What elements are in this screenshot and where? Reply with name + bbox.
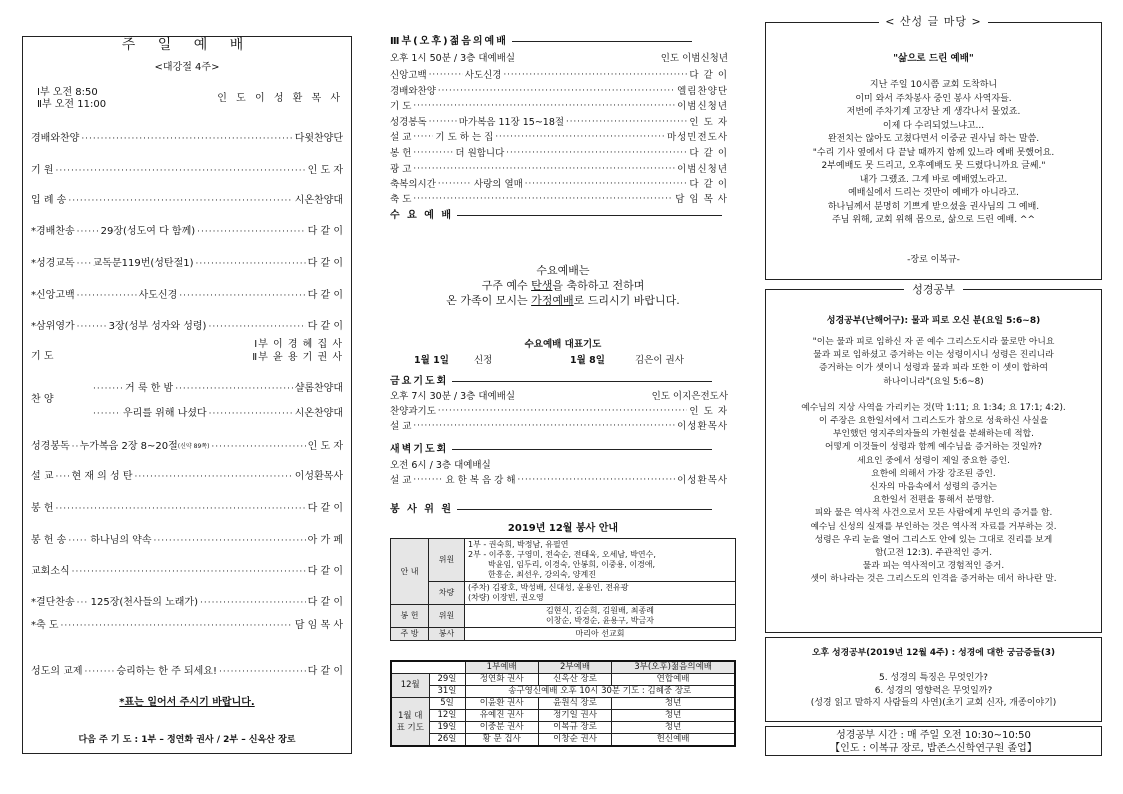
fellowship-row: 성도의 교제 ····· 승리하는 한 주 되세요! ····· 다 같 이 bbox=[31, 665, 343, 679]
friday-heading: 금요기도회 bbox=[390, 376, 712, 388]
service-time-1: Ⅰ부 오전 8:50 bbox=[37, 87, 98, 98]
table-row: 19일 이중분 권사 이복규 장로 청년 bbox=[391, 722, 735, 734]
youth-service-time: 오후 1시 50분 / 3층 대예배실 bbox=[390, 53, 516, 64]
prayer-name: 신정 bbox=[474, 355, 493, 366]
praise-row: 찬 양 bbox=[31, 394, 54, 405]
praise-2-row: ····· 우리를 위해 나셨다 ····· 시온찬양대 bbox=[91, 407, 343, 421]
friday-order-row: 설 교 ····· 이성환목사 bbox=[390, 420, 728, 433]
poem-author: -장로 이복규- bbox=[907, 255, 960, 265]
dawn-heading: 새벽기도회 bbox=[390, 444, 712, 456]
youth-order-row: 경배와찬양 ····· 엘림찬양단 bbox=[390, 85, 728, 98]
table-row: 12월 29일 정연화 권사 신옥산 장로 연합예배 bbox=[391, 674, 735, 686]
poem-heading: "삶으로 드린 예배" bbox=[893, 53, 974, 64]
volunteer-heading: 봉 사 위 원 bbox=[390, 504, 712, 516]
sunday-worship-panel bbox=[22, 36, 352, 754]
friday-time: 오후 7시 30분 / 3층 대예배실 bbox=[390, 391, 516, 402]
afternoon-study-body: 5. 성경의 특징은 무엇인가? 6. 성경의 영향력은 무엇일까? (성경 읽고 말하지 사람들의 사연)(초기 교회 신자, 개종이야기) bbox=[810, 673, 1057, 708]
friday-order-row: 찬양과기도 ····· 인 도 자 bbox=[390, 405, 728, 418]
order-row: 봉 헌 송 ····· 하나님의 약속 ····· 아 가 페 bbox=[31, 534, 343, 548]
order-row: *신앙고백 ····· 사도신경 ····· 다 같 이 bbox=[31, 289, 343, 303]
volunteer-table bbox=[390, 538, 736, 641]
order-row: 교회소식 ····· 다 같 이 bbox=[31, 565, 343, 579]
youth-order-row: 설 교 ····· 기 도 하 는 집 ····· 마성민전도사 bbox=[390, 131, 728, 144]
friday-leader: 인도 이지은전도사 bbox=[651, 391, 728, 402]
table-row: 26일 황 문 집사 이창순 권사 헌신예배 bbox=[391, 734, 735, 747]
prayer-date: 1월 8일 bbox=[570, 355, 605, 366]
order-row: 봉 헌 ····· 다 같 이 bbox=[31, 502, 343, 516]
order-row: *축 도 ····· 담 임 목 사 bbox=[31, 619, 343, 633]
sunday-worship-title: 주 일 예 배 bbox=[121, 37, 253, 53]
next-week-prayer: 다음 주 기 도 : 1부 – 정연화 권사 / 2부 – 신옥산 장로 bbox=[78, 735, 296, 745]
youth-order-row: 봉 헌 ····· 더 원합니다 ····· 다 같 이 bbox=[390, 147, 728, 160]
prayer-name: 김은이 권사 bbox=[635, 355, 684, 366]
wednesday-heading: 수 요 예 배 bbox=[390, 210, 722, 222]
order-row: *결단찬송 ····· 125장(천사들의 노래가) ····· 다 같 이 bbox=[31, 596, 343, 610]
youth-order-row: 성경봉독 ····· 마가복음 11장 15~18절 ····· 인 도 자 bbox=[390, 116, 728, 129]
bible-study-heading: 성경공부(난해어구): 물과 피로 오신 분(요일 5:6~8) bbox=[826, 316, 1041, 326]
study-time-text: 성경공부 시간 : 매 주일 오전 10:30~10:50 【인도 : 이복규 장로, 밥존스신학연구원 졸업】 bbox=[830, 730, 1037, 754]
poem-body: 지난 주일 10시쯤 교회 도착하니 이미 와서 주차봉사 중인 봉사 사역자들. 저번에 주차기계 고장난 게 생각나서 물었죠. 이제 다 수리되었느냐고... 완전치는 않아도 고쳤다면서 이중균 권사님 하는 말씀. "수리 기사 옆에서 다 끝날 때까지 함께 있느라 예배 못했어요. 2부예배도 못 드리고, 오후예배도 못 드렸다니까요 글쎄." 내가 그랬죠. 그게 바로 예배였노라고. 예배실에서 드리는 것만이 예배가 아니라고. 하나님께서 분명히 기쁘게 받으셨을 권사님의 그 예배. 주님 위해, 교회 위해 몸으로, 삶으로 드린 예배. ^^ bbox=[812, 80, 1055, 225]
order-row: *경배찬송 ····· 29장(성도여 다 함께) ····· 다 같 이 bbox=[31, 225, 343, 239]
youth-order-row: 축복의시간 ····· 사랑의 열매 ····· 다 같 이 bbox=[390, 178, 728, 191]
wednesday-prayer-title: 수요예배 대표기도 bbox=[524, 339, 602, 350]
table-row: 1월 대표 기도 5일 이윤환 권사 윤원식 장로 청년 bbox=[391, 698, 735, 710]
service-schedule-title: 2019년 12월 봉사 안내 bbox=[507, 523, 619, 534]
stand-note: *표는 일어서 주시기 바랍니다. bbox=[119, 697, 255, 708]
afternoon-study-heading: 오후 성경공부(2019년 12월 4주) : 성경에 대한 궁금증들(3) bbox=[812, 648, 1055, 658]
order-row: *성경교독 ····· 교독문119번(성탄절1) ····· 다 같 이 bbox=[31, 257, 343, 271]
youth-order-row: 광 고 ····· 이범신청년 bbox=[390, 163, 728, 176]
youth-order-row: 신앙고백 ····· 사도신경 ····· 다 같 이 bbox=[390, 69, 728, 82]
prayer-row: 기 도 bbox=[31, 351, 54, 362]
order-row: 기 원 ····· 인 도 자 bbox=[31, 164, 343, 178]
praise-1-row: ····· 거 룩 한 밤 ····· 샬롬찬양대 bbox=[91, 382, 343, 396]
prayer-date: 1월 1일 bbox=[414, 355, 449, 366]
table-row: 주 방 봉사 마리아 선교회 bbox=[391, 628, 736, 641]
dawn-order-row: 설 교 ····· 요 한 복 음 강 해 ····· 이성환목사 bbox=[390, 474, 728, 487]
table-row: 차량 (주차) 김광호, 박성배, 신대성, 윤용인, 전유광 (차량) 이장빈, 권오영 bbox=[391, 582, 736, 605]
bible-study-title: 성경공부 bbox=[766, 283, 1101, 297]
bible-study-body: "이는 물과 피로 임하신 자 곧 예수 그리스도시라 물로만 아니요 물과 피로 임하셨고 증거하는 이는 성령이시니 성령은 진리니라 증거하는 이가 셋이니 성령과 물과 피라 또한 이 셋이 합하여 하나이니라"(요일 5:6~8) 예수님의 지상 사역을 가리키는 것(막 1:11; 요 1:34; 요 17:1; 4:2). 이 주장은 요한일서에서 그리스도가 참으로 성육하신 사실을 부인했던 영지주의자들의 가현설을 분쇄하는데 적합. 어떻게 이것들이 성령과 함께 예수님을 증거하는 것일까? 세요인 중에서 성령이 제일 중요한 증인. 요한에 의해서 가장 강조된 증인. 신자의 마음속에서 성령의 증거는 요한일서 전편을 통해서 분명함. 피와 물은 역사적 사건으로서 모든 사람에게 부인의 증거를 함. 예수님 신성의 실재를 부인하는 것은 역사적 자료를 거부하는 것. 성령은 우리 눈을 열어 그리스도 안에 있는 그대로 진리를 보게 함(고전 12:3). 주관적인 증거. 물과 피는 역사적이고 경험적인 증거. 셋이 하나라는 것은 그리스도의 인격을 증거하는 데서 하나란 말. bbox=[801, 337, 1066, 585]
youth-service-heading: Ⅲ부(오후)젊음의예배 bbox=[390, 36, 692, 48]
reading-row: 성경봉독 ····· 누가복음 2장 8~20절 (신약 89쪽) ····· 인 도 자 bbox=[31, 440, 343, 454]
service-time-2: Ⅱ부 오전 11:00 bbox=[37, 99, 107, 110]
youth-service-leader: 인도 이범신청년 bbox=[660, 53, 728, 64]
youth-order-row: 축 도 ····· 담 임 목 사 bbox=[390, 193, 728, 206]
advent-subtitle: <대강절 4주> bbox=[154, 62, 220, 73]
table-row: 봉 헌 위원 김현식, 김순희, 김원배, 최종례 이창순, 박경순, 윤용구, 박금자 bbox=[391, 605, 736, 628]
study-time-panel bbox=[765, 726, 1102, 756]
table-row: 안 내 위원 1부 - 권숙희, 박정남, 유필연 2부 - 이주홍, 구영미, 전숙순, 전태욱, 오세남, 박연수, 박윤임, 임두리, 이경숙, 안봉희, 이중용, 이경애, 한흥순, 최선우, 강의숙, 양계진 bbox=[391, 539, 736, 582]
table-row: 31일 송구영신예배 오후 10시 30분 기도 : 김혜중 장로 bbox=[391, 686, 735, 698]
afternoon-study-panel bbox=[765, 637, 1102, 722]
prayer-names: Ⅰ부 이 경 혜 집 사 Ⅱ부 윤 용 기 권 사 bbox=[252, 339, 343, 363]
other-services-panel bbox=[390, 36, 736, 762]
service-times bbox=[37, 87, 106, 111]
wednesday-message: 수요예배는 구주 예수 탄생을 축하하고 전하며 온 가족이 모시는 가정예배로 드리시기 바랍니다. bbox=[446, 264, 680, 307]
poem-panel bbox=[765, 15, 1102, 280]
youth-order-row: 기 도 ····· 이범신청년 bbox=[390, 100, 728, 113]
dawn-time: 오전 6시 / 3층 대예배실 bbox=[390, 460, 491, 471]
table-row: 12일 유예진 권사 정기일 권사 청년 bbox=[391, 710, 735, 722]
bible-study-panel bbox=[765, 283, 1102, 633]
prayer-schedule-table bbox=[390, 660, 736, 747]
service-leader: 인 도 이 성 환 목 사 bbox=[217, 93, 343, 104]
order-row: 입 례 송 ····· 시온찬양대 bbox=[31, 194, 343, 208]
table-row: 1부예배 2부예배 3부(오후)젊음의예배 bbox=[391, 661, 735, 674]
poem-panel-title: < 산성 글 마당 > bbox=[766, 15, 1101, 29]
order-row: 경배와찬양 ····· 다윗찬양단 bbox=[31, 132, 343, 146]
order-row: 설 교 ····· 현 재 의 성 탄 ····· 이성환목사 bbox=[31, 470, 343, 484]
order-row: *삼위영가 ····· 3장(성부 성자와 성령) ····· 다 같 이 bbox=[31, 320, 343, 334]
